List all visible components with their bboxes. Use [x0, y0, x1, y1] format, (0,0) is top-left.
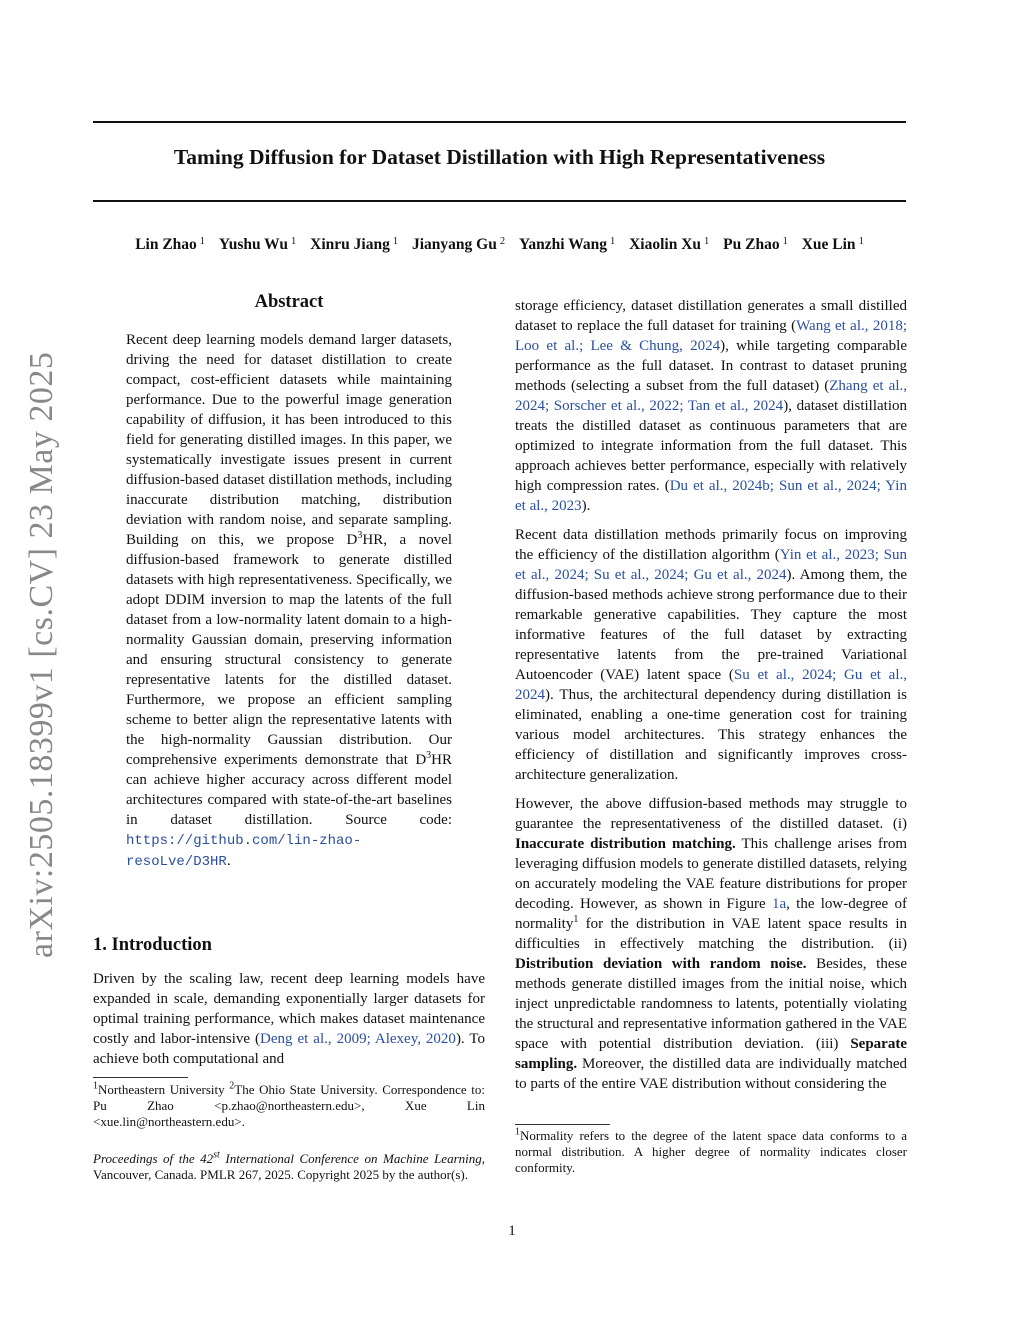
author: Jianyang Gu $^2$: [411, 236, 506, 253]
proceedings-note: Proceedings of the 42st International Conference on Machine Learning, Vancouver, Canada. PMLR 267, 2025. Copyright 2025 by the author(s).: [93, 1149, 485, 1182]
citation-link[interactable]: Wang et al., 2018; Loo et al.; Lee & Chung, 2024: [515, 318, 907, 354]
right-column: [515, 296, 907, 1103]
author: Xiaolin Xu $^1$: [629, 236, 710, 253]
author: Pu Zhao $^1$: [723, 236, 788, 253]
citation-link[interactable]: Su et al., 2024; Gu et al., 2024: [515, 667, 907, 703]
introduction-paragraph: Driven by the scaling law, recent deep learning models have expanded in scale, demanding exponentially larger datasets for optimal training performance, which makes dataset maintenance costly and labor-intensive (Deng et al., 2009; Alexey, 2020). To achieve both computational and: [93, 971, 485, 1067]
citation-link[interactable]: Zhang et al., 2024; Sorscher et al., 2022; Tan et al., 2024: [515, 378, 907, 414]
title-rule-top: [93, 121, 906, 123]
affiliations-footnote: $^1$Northeastern University $^2$The Ohio State University. Correspondence to: Pu Zhao <p.zhao@northeastern.edu>, Xue Lin <xue.lin@northeastern.edu>.: [93, 1080, 485, 1129]
normality-footnote: $^1$Normality refers to the degree of the latent space data conforms to a normal distribution. A higher degree of normality indicates closer conformity.: [515, 1126, 907, 1175]
paragraph: Recent data distillation methods primarily focus on improving the efficiency of the distillation algorithm (Yin et al., 2023; Sun et al., 2024; Su et al., 2024; Gu et al., 2024). Among them, the diffusion-based methods achieve strong performance due to their remarkable generative capabilities. They capture the most informative features of the full dataset by extracting representative latents from the pre-trained Variational Autoencoder (VAE) latent space (Su et al., 2024; Gu et al., 2024). Thus, the architectural dependency during distillation is eliminated, enabling a one-time generation cost for training various model architectures. This strategy enhances the efficiency of distillation and significantly improves cross-architecture generalization.: [515, 527, 907, 783]
author: Yushu Wu $^1$: [218, 236, 297, 253]
page-number: 1: [508, 1223, 516, 1239]
author: Yanzhi Wang $^1$: [518, 236, 616, 253]
citation-link[interactable]: Yin et al., 2023; Sun et al., 2024; Su et al., 2024; Gu et al., 2024: [515, 547, 907, 583]
abstract-heading: Abstract: [254, 292, 324, 312]
arxiv-stamp: arXiv:2505.18399v1 [cs.CV] 23 May 2025: [23, 351, 60, 958]
citation-link[interactable]: Deng et al., 2009; Alexey, 2020: [260, 1031, 456, 1047]
paper-title: Taming Diffusion for Dataset Distillation with High Representativeness: [173, 145, 826, 169]
paragraph: However, the above diffusion-based methods may struggle to guarantee the representativeness of the distilled dataset. (i) Inaccurate distribution matching. This challenge arises from leveraging diffusion models to generate distilled datasets, relying on accurately modeling the VAE feature distributions for proper decoding. However, as shown in Figure 1a, the low-degree of normality$^1$ for the distribution in VAE latent space results in difficulties in effectively matching the distribution. (ii) Distribution deviation with random noise. Besides, these methods generate distilled images from the initial noise, which inject unpredictable randomness to latents, potentially violating the structural and representative information gathered in the VAE space with potential distribution deviation. (iii) Separate sampling. Moreover, the distilled data are individually matched to parts of the entire VAE distribution without considering the: [515, 796, 908, 1092]
footnote-rule: [93, 1077, 188, 1078]
title-rule-bottom: [93, 200, 906, 202]
author: Xinru Jiang $^1$: [310, 236, 399, 253]
section-heading-introduction: 1. Introduction: [93, 935, 212, 955]
author: Xue Lin $^1$: [801, 236, 864, 253]
footnote-rule: [515, 1124, 610, 1125]
author-list: [93, 236, 906, 254]
citation-link[interactable]: Du et al., 2024b; Sun et al., 2024; Yin et al., 2023: [515, 478, 907, 514]
abstract-body: Recent deep learning models demand larger datasets, driving the need for dataset distillation to create compact, cost-efficient datasets while maintaining performance. Due to the powerful image generation capability of diffusion, it has been introduced to this field for generating distilled images. In this paper, we systematically investigate issues present in current diffusion-based dataset distillation methods, including inaccurate distribution matching, distribution deviation with random noise, and separate sampling. Building on this, we propose $D^3HR$, a novel diffusion-based framework to generate distilled datasets with high representativeness. Specifically, we adopt DDIM inversion to map the latents of the full dataset from a low-normality latent domain to a high-normality Gaussian domain, preserving information and ensuring structural consistency to generate representative latents for the distilled dataset. Furthermore, we propose an efficient sampling scheme to better align the representative latents with the high-normality Gaussian distribution. Our comprehensive experiments demonstrate that $D^3HR$ can achieve higher accuracy across different model architectures compared with state-of-the-art baselines in dataset distillation. Source code: https://github.com/lin-zhao-resoLve/D3HR.: [126, 332, 452, 870]
figure-link[interactable]: 1a: [771, 896, 787, 912]
author: Lin Zhao $^1$: [135, 236, 206, 253]
paragraph: storage efficiency, dataset distillation generates a small distilled dataset to replace the full dataset for training (Wang et al., 2018; Loo et al.; Lee & Chung, 2024), while targeting comparable performance as the full dataset. In contrast to dataset pruning methods (selecting a subset from the full dataset) (Zhang et al., 2024; Sorscher et al., 2022; Tan et al., 2024), dataset distillation treats the distilled dataset as continuous parameters that are optimized to integrate information from the full dataset. This approach achieves better performance, especially with relatively high compression rates. (Du et al., 2024b; Sun et al., 2024; Yin et al., 2023).: [515, 298, 908, 514]
source-code-link[interactable]: https://github.com/lin-zhao-resoLve/D3HR: [126, 833, 362, 870]
